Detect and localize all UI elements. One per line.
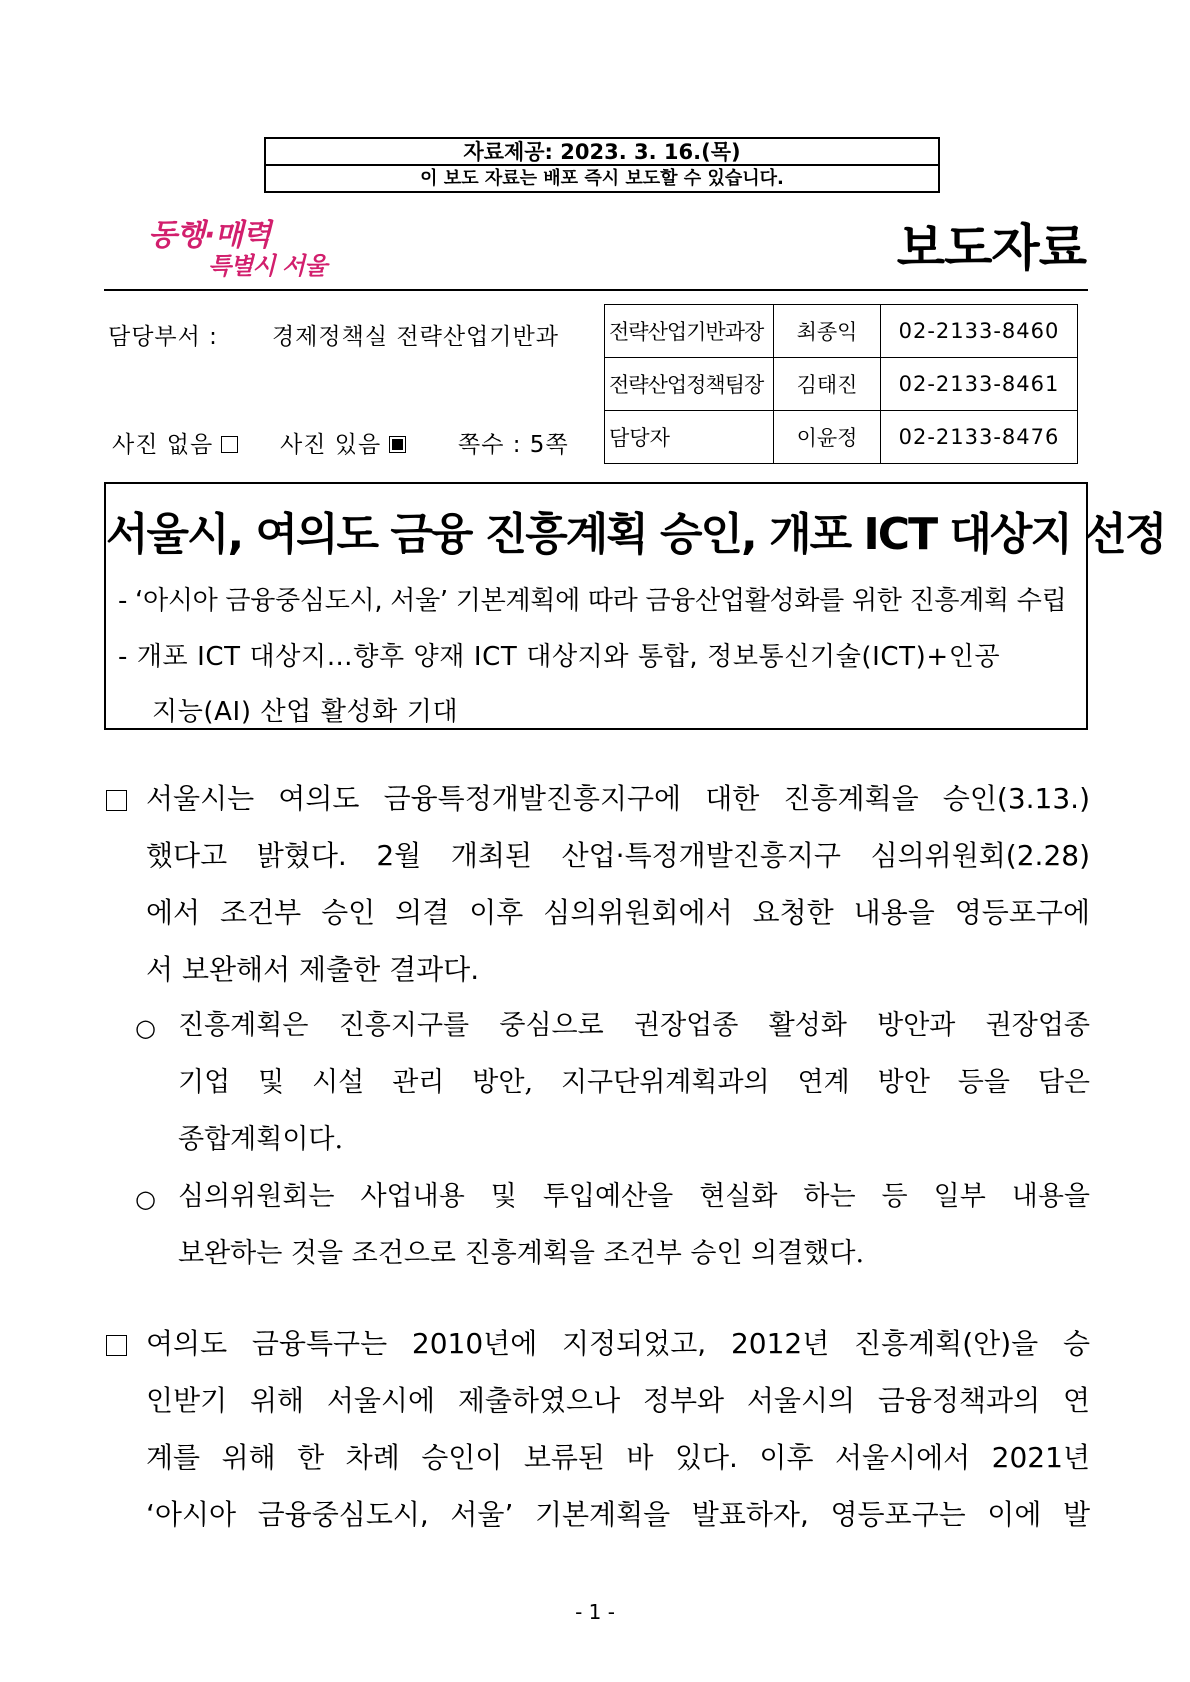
contact-phone: 02-2133-8461 — [881, 358, 1078, 411]
contact-row — [605, 411, 1078, 464]
paragraph-line: 인받기 위해 서울시에 제출하였으나 정부와 서울시의 금융정책과의 연 — [146, 1384, 1090, 1417]
photo-yes-label: 사진 있음 — [280, 432, 382, 458]
contact-phone: 02-2133-8460 — [881, 305, 1078, 358]
paragraph-line: 서울시는 여의도 금융특정개발진흥지구에 대한 진흥계획을 승인(3.13.) — [146, 782, 1090, 815]
circle-bullet-icon: ○ — [135, 1014, 156, 1042]
paragraph-line: 에서 조건부 승인 의결 이후 심의위원회에서 요청한 내용을 영등포구에 — [146, 896, 1090, 929]
photo-none-label: 사진 없음 — [112, 432, 214, 458]
page-number: - 1 - — [575, 1600, 615, 1624]
department-label: 담당부서 : — [108, 324, 218, 350]
contact-name: 김태진 — [774, 358, 881, 411]
contact-table — [604, 304, 1078, 464]
headline: 서울시, 여의도 금융 진흥계획 승인, 개포 ICT 대상지 선정 — [106, 509, 1166, 560]
paragraph-line: ‘아시아 금융중심도시, 서울’ 기본계획을 발표하자, 영등포구는 이에 발 — [146, 1498, 1090, 1531]
release-info-box — [264, 137, 940, 193]
sub-paragraph-line: 진흥계획은 진흥지구를 중심으로 권장업종 활성화 방안과 권장업종 — [178, 1010, 1090, 1041]
contact-row — [605, 358, 1078, 411]
seoul-logo — [148, 210, 327, 280]
sub-paragraph-line: 기업 및 시설 관리 방안, 지구단위계획과의 연계 방안 등을 담은 — [178, 1067, 1090, 1098]
photo-none — [112, 426, 238, 459]
header-divider — [104, 289, 1088, 291]
paragraph-line: 여의도 금융특구는 2010년에 지정되었고, 2012년 진흥계획(안)을 승 — [146, 1327, 1090, 1360]
sub-paragraph-line: 심의위원회는 사업내용 및 투입예산을 현실화 하는 등 일부 내용을 — [178, 1181, 1090, 1212]
page-count: 쪽수 : 5쪽 — [458, 432, 569, 458]
empty-checkbox-icon — [221, 436, 238, 453]
photo-yes — [280, 426, 406, 459]
square-bullet-icon — [106, 790, 127, 811]
contact-role: 전략산업정책팀장 — [605, 358, 774, 411]
circle-bullet-icon: ○ — [135, 1185, 156, 1213]
release-date: 자료제공: 2023. 3. 16.(목) — [266, 139, 938, 166]
contact-phone: 02-2133-8476 — [881, 411, 1078, 464]
department-value: 경제정책실 전략산업기반과 — [272, 324, 559, 350]
contact-row — [605, 305, 1078, 358]
filled-checkbox-icon — [389, 436, 406, 453]
subheadline-3: 지능(AI) 산업 활성화 기대 — [152, 697, 459, 727]
contact-name: 최종익 — [774, 305, 881, 358]
logo-line-2: 특별시 서울 — [208, 252, 327, 280]
headline-box — [104, 482, 1166, 730]
contact-role: 담당자 — [605, 411, 774, 464]
subheadline-1: - ‘아시아 금융중심도시, 서울’ 기본계획에 따라 금융산업활성화를 위한 진흥계획 수립 — [118, 586, 1067, 616]
logo-line-1: 동행·매력 — [148, 218, 271, 253]
paragraph-line: 서 보완해서 제출한 결과다. — [146, 953, 480, 986]
subheadline-2: - 개포 ICT 대상지…향후 양재 ICT 대상지와 통합, 정보통신기술(ICT)+인공 — [118, 642, 1001, 672]
contact-role: 전략산업기반과장 — [605, 305, 774, 358]
sub-paragraph-line: 보완하는 것을 조건으로 진흥계획을 조건부 승인 의결했다. — [178, 1238, 865, 1269]
square-bullet-icon — [106, 1335, 127, 1356]
release-note: 이 보도 자료는 배포 즉시 보도할 수 있습니다. — [420, 168, 784, 189]
contact-name: 이윤정 — [774, 411, 881, 464]
paragraph-line: 했다고 밝혔다. 2월 개최된 산업·특정개발진흥지구 심의위원회(2.28) — [146, 839, 1090, 872]
paragraph-line: 계를 위해 한 차례 승인이 보류된 바 있다. 이후 서울시에서 2021년 — [146, 1441, 1090, 1474]
sub-paragraph-line: 종합계획이다. — [178, 1124, 344, 1155]
document-type: 보도자료 — [896, 219, 1086, 277]
